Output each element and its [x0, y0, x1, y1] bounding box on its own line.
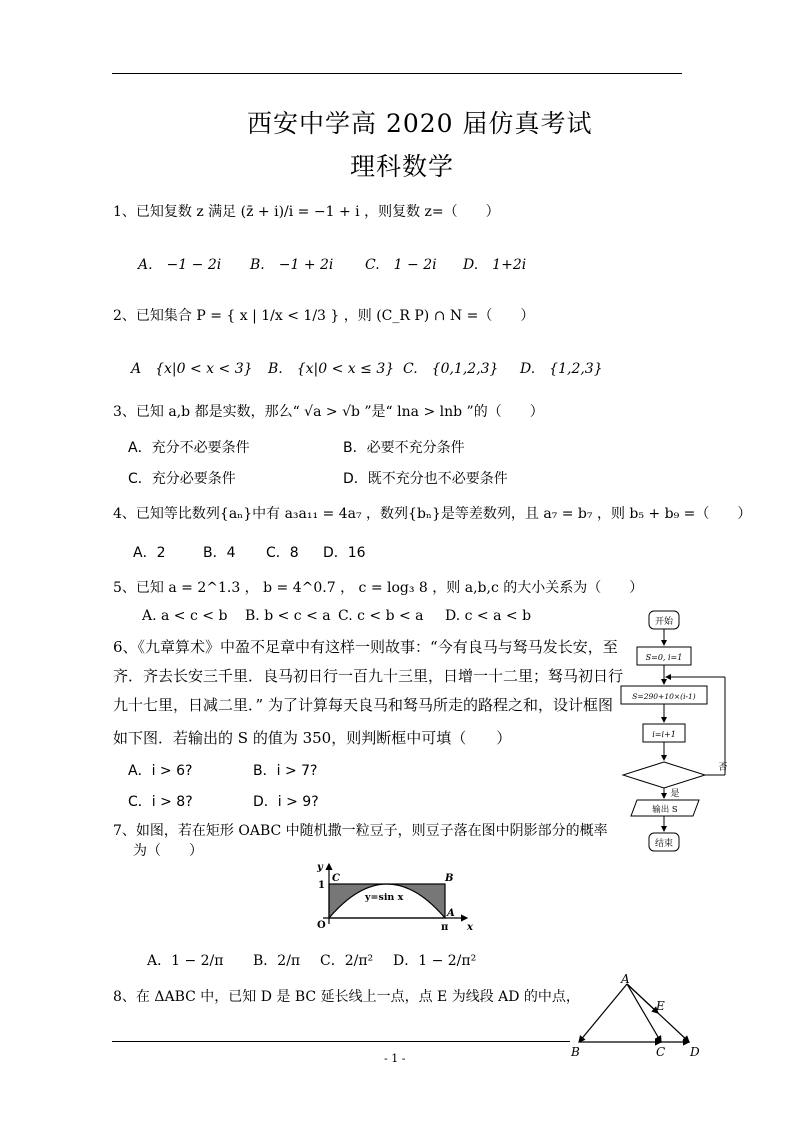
q4-option-c: C．8 — [266, 545, 299, 561]
question-4: 4、已知等比数列{aₙ}中有 a₃a₁₁ = 4a₇ ，数列{bₙ}是等差数列，且 a₇ = b₇ ，则 b₅ + b₉ =（ ） — [113, 506, 752, 522]
q5-option-d: D. c < a < b — [445, 608, 532, 624]
sine-graph-figure — [295, 858, 485, 934]
question-2: 2、已知集合 P = { x | 1/x < 1/3 } ，则 (C_R P) ∩ N =（ ） — [113, 308, 535, 324]
q6-option-a: A．i > 6? — [128, 763, 193, 779]
q6-option-c: C．i > 8? — [128, 794, 193, 810]
q4-option-d: D．16 — [323, 545, 366, 561]
q3-option-a: A．充分不必要条件 — [128, 440, 250, 456]
flow-yes-label: 是 — [670, 789, 680, 799]
question-6-line-3: 九十七里，日减二里．” 为了计算每天良马和驽马所走的路程之和，设计框图 — [113, 696, 613, 714]
vertex-b-label: B — [571, 1045, 580, 1059]
flow-output-label: 输出 S — [652, 805, 678, 815]
flow-decision-diamond — [623, 762, 705, 788]
page-title: 西安中学高 2020 届仿真考试 — [247, 109, 593, 138]
segment-ae — [627, 984, 658, 1013]
tick-one-label: 1 — [318, 880, 325, 891]
q6-option-b: B．i > 7? — [253, 763, 318, 779]
vertex-a-label: A — [621, 972, 630, 986]
question-6-line-1: 6、《九章算术》中盈不足章中有这样一则故事：“今有良马与驽马发长安，至 — [113, 638, 618, 656]
q1-option-a: A. −1 − 2i — [138, 257, 222, 273]
question-1: 1、已知复数 z 满足 (z̄ + i)/i = −1 + i ，则复数 z=（ ） — [113, 204, 500, 220]
q1-option-d: D. 1+2i — [463, 257, 527, 273]
flowchart-figure — [615, 605, 735, 855]
vertex-c-label: C — [656, 1045, 666, 1059]
question-8: 8、在 ΔABC 中，已知 D 是 BC 延长线上一点，点 E 为线段 AD 的中点， — [113, 989, 580, 1005]
q1-option-b: B. −1 + 2i — [250, 257, 334, 273]
y-axis-label: y — [317, 862, 323, 873]
segment-ac — [627, 984, 661, 1042]
x-axis-label: x — [467, 922, 473, 933]
q2-option-d: D. {1,2,3} — [520, 361, 603, 377]
question-6-line-2: 齐．齐去长安三千里．良马初日行一百九十三里，日增一十二里；驽马初日行 — [113, 667, 624, 685]
footer-rule — [112, 1041, 570, 1042]
segment-ab — [579, 984, 627, 1042]
q7-option-c: C．2/π² — [320, 953, 374, 969]
vertex-d-label: D — [690, 1045, 700, 1059]
q3-option-d: D．既不充分也不必要条件 — [343, 471, 508, 487]
point-b-label: B — [445, 873, 454, 884]
question-7-line-1: 7、如图，若在矩形 OABC 中随机撒一粒豆子，则豆子落在图中阴影部分的概率 — [113, 823, 608, 839]
flow-init-label: S=0, i=1 — [645, 653, 683, 662]
q4-option-a: A．2 — [133, 545, 166, 561]
page-subtitle: 理科数学 — [350, 152, 455, 181]
page-number: - 1 - — [384, 1052, 406, 1065]
vertex-e-label: E — [656, 999, 665, 1013]
flow-incr-label: i=i+1 — [652, 730, 676, 739]
q6-option-d: D．i > 9? — [253, 794, 319, 810]
point-a-label: A — [447, 908, 455, 919]
flow-assign-label: S=290+10×(i-1) — [632, 692, 696, 701]
q5-option-a: A. a < c < b — [142, 608, 228, 624]
flow-end-label: 结束 — [654, 839, 674, 849]
q3-option-b: B．必要不充分条件 — [343, 440, 465, 456]
header-rule — [112, 73, 682, 74]
q1-option-c: C. 1 − 2i — [365, 257, 437, 273]
question-7-line-2: 为（ ） — [133, 843, 203, 859]
q7-option-b: B．2/π — [253, 953, 301, 969]
q5-option-c: C. c < b < a — [338, 608, 424, 624]
q7-option-d: D．1 − 2/π² — [393, 953, 477, 969]
question-3: 3、已知 a,b 都是实数，那么“ √a > √b ”是“ lna > lnb ”的（ ） — [113, 404, 544, 420]
q2-option-b: B. {x|0 < x ≤ 3} — [268, 361, 395, 377]
q4-option-b: B．4 — [203, 545, 236, 561]
curve-label: y=sin x — [365, 892, 404, 903]
q7-option-a: A．1 − 2/π — [147, 953, 224, 969]
question-6-line-4: 如下图．若输出的 S 的值为 350，则判断框中可填（ ） — [113, 729, 512, 747]
q2-option-c: C. {0,1,2,3} — [403, 361, 499, 377]
q2-option-a: A {x|0 < x < 3} — [131, 361, 253, 377]
point-c-label: C — [332, 873, 340, 884]
question-5: 5、已知 a = 2^1.3 ， b = 4^0.7 ， c = log₃ 8 ，则 a,b,c 的大小关系为（ ） — [113, 580, 644, 596]
flow-no-label: 否 — [718, 763, 728, 773]
triangle-figure — [565, 972, 710, 1064]
flow-start-label: 开始 — [654, 617, 674, 627]
q3-option-c: C．充分必要条件 — [128, 471, 236, 487]
pi-label: π — [441, 922, 449, 933]
q5-option-b: B. b < c < a — [245, 608, 331, 624]
origin-label: O — [317, 920, 326, 931]
